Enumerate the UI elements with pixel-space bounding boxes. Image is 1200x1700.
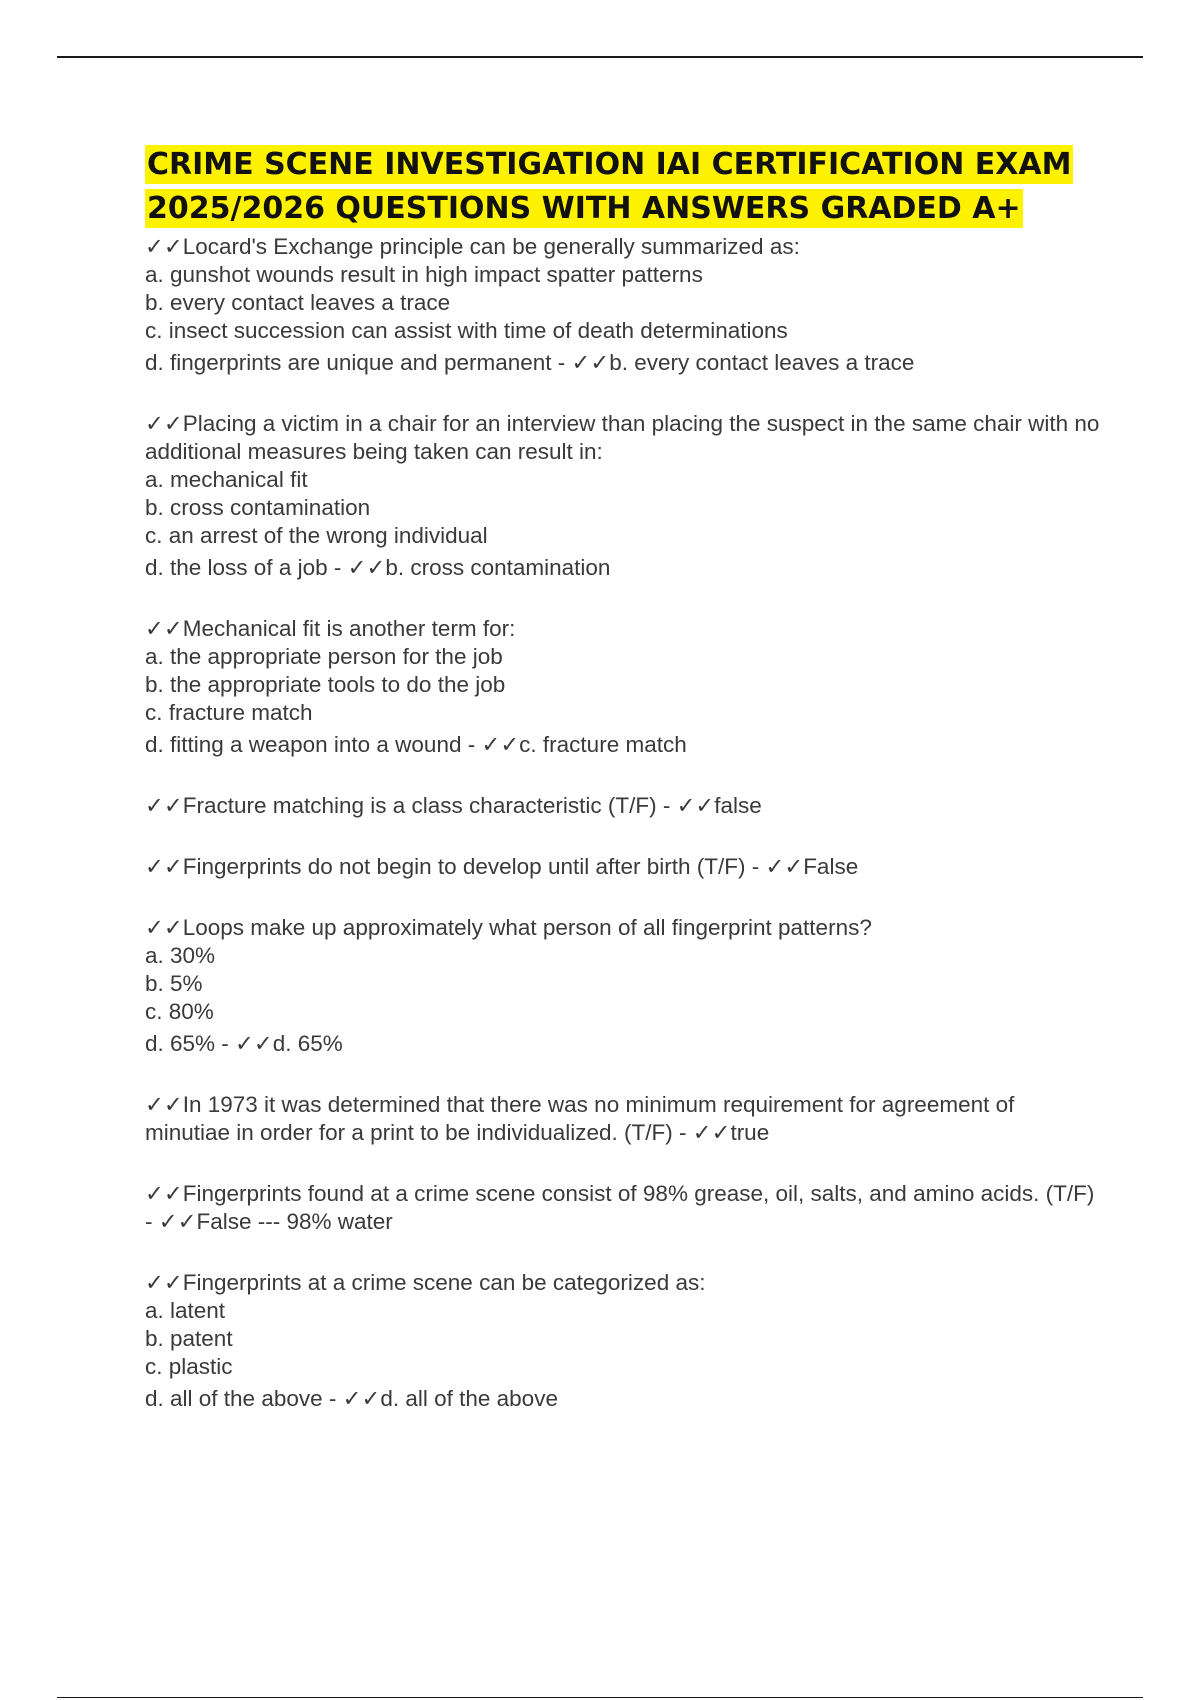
question-block — [145, 1269, 1105, 1413]
bottom-rule — [57, 1697, 1143, 1698]
answer-option-with-key: d. all of the above - ✓✓d. all of the above — [145, 1386, 558, 1411]
top-rule — [57, 56, 1143, 58]
title-line-1: CRIME SCENE INVESTIGATION IAI CERTIFICATION EXAM — [147, 147, 1072, 182]
answer-option-with-key: d. fingerprints are unique and permanent - ✓✓b. every contact leaves a trace — [145, 350, 915, 375]
question-block — [145, 615, 1105, 759]
answer-option: b. 5% — [145, 971, 203, 996]
question-block — [145, 914, 1105, 1058]
answer-option: b. cross contamination — [145, 495, 371, 520]
answer-option: b. patent — [145, 1326, 233, 1351]
question-text: ✓✓Locard's Exchange principle can be generally summarized as: — [145, 234, 800, 259]
answer-option: c. insect succession can assist with time of death determinations — [145, 318, 788, 343]
question-text: ✓✓Fingerprints found at a crime scene consist of 98% grease, oil, salts, and amino acids. (T/F) - ✓✓False --- 98% water — [145, 1181, 1095, 1234]
answer-option-with-key: d. fitting a weapon into a wound - ✓✓c. fracture match — [145, 732, 687, 757]
answer-option: c. an arrest of the wrong individual — [145, 523, 488, 548]
answer-option: b. every contact leaves a trace — [145, 290, 451, 315]
title-line-2: 2025/2026 QUESTIONS WITH ANSWERS GRADED A+ — [147, 191, 1021, 226]
document-body — [145, 143, 1105, 1446]
answer-option: a. latent — [145, 1298, 226, 1323]
answer-option: c. 80% — [145, 999, 214, 1024]
question-text: ✓✓In 1973 it was determined that there was no minimum requirement for agreement of minutiae in order for a print to be individualized. (T/F) - ✓✓true — [145, 1092, 1015, 1145]
question-block — [145, 1091, 1105, 1147]
question-block — [145, 410, 1105, 582]
answer-option-with-key: d. the loss of a job - ✓✓b. cross contamination — [145, 555, 611, 580]
question-block — [145, 1180, 1105, 1236]
answer-option: a. the appropriate person for the job — [145, 644, 503, 669]
question-text: ✓✓Fracture matching is a class characteristic (T/F) - ✓✓false — [145, 793, 762, 818]
answer-option: a. mechanical fit — [145, 467, 308, 492]
answer-option: c. fracture match — [145, 700, 313, 725]
answer-option: a. gunshot wounds result in high impact spatter patterns — [145, 262, 703, 287]
question-text: ✓✓Fingerprints at a crime scene can be categorized as: — [145, 1270, 706, 1295]
question-list — [145, 233, 1105, 1413]
question-block — [145, 853, 1105, 881]
question-text: ✓✓Placing a victim in a chair for an interview than placing the suspect in the same chair with no additional measures being taken can result in: — [145, 411, 1100, 464]
answer-option: c. plastic — [145, 1354, 233, 1379]
document-title — [145, 143, 1105, 231]
question-block — [145, 792, 1105, 820]
question-text: ✓✓Mechanical fit is another term for: — [145, 616, 516, 641]
answer-option: a. 30% — [145, 943, 216, 968]
question-text: ✓✓Fingerprints do not begin to develop until after birth (T/F) - ✓✓False — [145, 854, 859, 879]
question-text: ✓✓Loops make up approximately what person of all fingerprint patterns? — [145, 915, 872, 940]
question-block — [145, 233, 1105, 377]
answer-option-with-key: d. 65% - ✓✓d. 65% — [145, 1031, 343, 1056]
answer-option: b. the appropriate tools to do the job — [145, 672, 506, 697]
